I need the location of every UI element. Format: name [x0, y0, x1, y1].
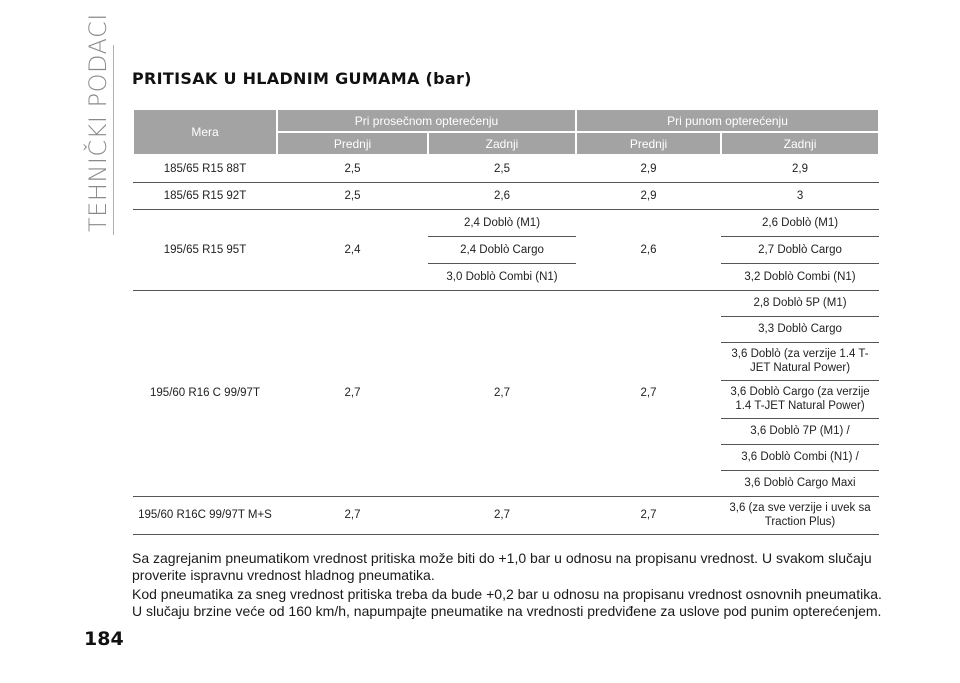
cell-avg-front: 2,5	[277, 182, 428, 209]
tire-pressure-table	[132, 108, 880, 535]
cell-full-rear: 3,6 Doblò Cargo Maxi	[721, 470, 879, 496]
section-title-vertical: TEHNIČKI PODACI	[84, 13, 112, 232]
table-row	[133, 155, 879, 182]
snow-tire-note: Kod pneumatika za sneg vrednost pritiska treba da bude +0,2 bar u odnosu na propisanu vrednost osnovnih pneumatika. U slučaju brzine veće od 160 km/h, napumpajte pneumatike na vrednosti predviđene za uslove pod punim opterećenjem.	[132, 586, 882, 619]
cell-mera: 185/65 R15 92T	[133, 182, 277, 209]
page-number: 184	[84, 628, 124, 650]
header-full-rear: Zadnji	[721, 132, 879, 155]
cell-avg-front: 2,7	[277, 496, 428, 534]
table-row	[133, 209, 879, 236]
cell-full-rear: 2,8 Doblò 5P (M1)	[721, 290, 879, 316]
cell-full-rear: 3,6 (za sve verzije i uvek sa Traction Plus)	[721, 496, 879, 534]
table-row	[133, 182, 879, 209]
cell-full-rear: 3,6 Doblò Cargo (za verzije 1.4 T-JET Natural Power)	[721, 380, 879, 418]
header-average-load: Pri prosečnom opterećenju	[277, 109, 576, 132]
page-heading: PRITISAK U HLADNIM GUMAMA (bar)	[132, 69, 472, 88]
cell-mera: 195/60 R16C 99/97T M+S	[133, 496, 277, 534]
cell-avg-rear: 2,7	[428, 290, 576, 496]
table-row	[133, 290, 879, 316]
cell-full-rear: 2,6 Doblò (M1)	[721, 209, 879, 236]
warm-tire-note: Sa zagrejanim pneumatikom vrednost pritiska može biti do +1,0 bar u odnosu na propisanu vrednost. U svakom slučaju proverite ispravnu vrednost hladnog pneumatika.	[132, 550, 872, 583]
cell-full-rear: 3,2 Doblò Combi (N1)	[721, 263, 879, 290]
cell-mera: 195/65 R15 95T	[133, 209, 277, 290]
cell-full-rear: 2,7 Doblò Cargo	[721, 236, 879, 263]
cell-full-rear: 3,6 Doblò 7P (M1) /	[721, 418, 879, 444]
header-avg-front: Prednji	[277, 132, 428, 155]
table-row	[133, 496, 879, 534]
cell-avg-front: 2,4	[277, 209, 428, 290]
cell-full-front: 2,6	[576, 209, 721, 290]
cell-full-rear: 3	[721, 182, 879, 209]
header-full-front: Prednji	[576, 132, 721, 155]
header-avg-rear: Zadnji	[428, 132, 576, 155]
cell-full-front: 2,7	[576, 496, 721, 534]
header-full-load: Pri punom opterećenju	[576, 109, 879, 132]
cell-mera: 195/60 R16 C 99/97T	[133, 290, 277, 496]
cell-avg-rear: 2,4 Doblò Cargo	[428, 236, 576, 263]
cell-mera: 185/65 R15 88T	[133, 155, 277, 182]
cell-full-front: 2,9	[576, 182, 721, 209]
cell-full-rear: 3,6 Doblò Combi (N1) /	[721, 444, 879, 470]
cell-avg-front: 2,7	[277, 290, 428, 496]
cell-avg-rear: 2,4 Doblò (M1)	[428, 209, 576, 236]
cell-full-front: 2,9	[576, 155, 721, 182]
section-divider	[113, 45, 114, 235]
cell-avg-rear: 2,7	[428, 496, 576, 534]
cell-full-rear: 3,6 Doblò (za verzije 1.4 T-JET Natural Power)	[721, 342, 879, 380]
cell-avg-rear: 3,0 Doblò Combi (N1)	[428, 263, 576, 290]
cell-full-rear: 2,9	[721, 155, 879, 182]
cell-avg-rear: 2,6	[428, 182, 576, 209]
header-mera: Mera	[133, 109, 277, 155]
cell-full-rear: 3,3 Doblò Cargo	[721, 316, 879, 342]
cell-full-front: 2,7	[576, 290, 721, 496]
cell-avg-rear: 2,5	[428, 155, 576, 182]
cell-avg-front: 2,5	[277, 155, 428, 182]
